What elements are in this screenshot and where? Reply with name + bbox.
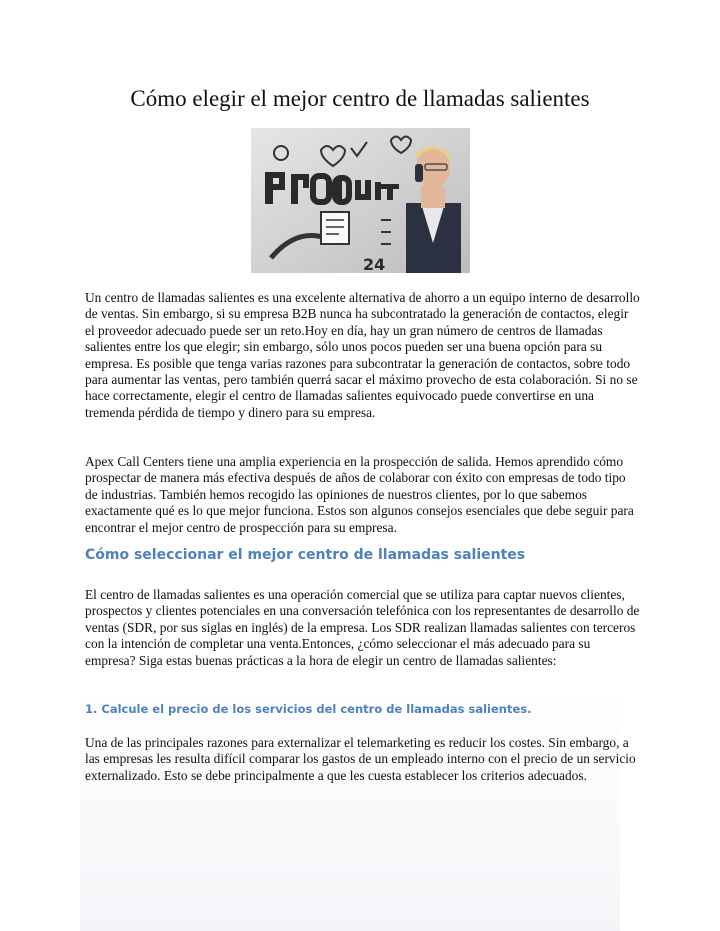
experience-paragraph: Apex Call Centers tiene una amplia experiencia en la prospección de salida. Hemos aprendido cómo prospectar de manera más efectiva después de años de colaborar con éxito con empresas de todo tipo de industrias. También hemos recogido las opiniones de nuestros clientes, por lo que sabemos exactamente qué es lo que mejor funciona. Estos son algunos consejos esenciales que debe seguir para encontrar el mejor centro de prospección para su empresa. — [85, 454, 634, 535]
section-heading: Cómo seleccionar el mejor centro de llamadas salientes — [85, 547, 526, 563]
page-title: Cómo elegir el mejor centro de llamadas salientes — [130, 86, 590, 111]
page-shade — [80, 690, 620, 931]
intro-paragraph: Un centro de llamadas salientes es una excelente alternativa de ahorro a un equipo interno de desarrollo de ventas. Sin embargo, si su empresa B2B nunca ha subcontratado la generación de contactos, elegir el proveedor adecuado puede ser un reto.Hoy en día, hay un gran número de centros de llamadas salientes entre los que elegir; sin embargo, sólo unos pocos pueden ser una buena opción para su empresa. Es posible que tenga varias razones para subcontratar la generación de contactos, sobre todo para aumentar las ventas, pero también querrá sacar el máximo provecho de esta colaboración. Si no se hace correctamente, elegir el centro de llamadas salientes equivocado puede convertirse en una tremenda pérdida de tiempo y dinero para su empresa. — [85, 290, 640, 420]
hero-image — [251, 128, 470, 273]
hero-corner-text: 24 — [363, 255, 386, 273]
definition-paragraph: El centro de llamadas salientes es una operación comercial que se utiliza para captar nuevos clientes, prospectos y clientes potenciales en una conversación telefónica con los representantes de desarrollo de ventas (SDR, por sus siglas en inglés) de la empresa. Los SDR realizan llamadas salientes con terceros con la intención de completar una venta.Entonces, ¿cómo seleccionar el más adecuado para su empresa? Siga estas buenas prácticas a la hora de elegir un centro de llamadas salientes: — [85, 587, 640, 668]
productivity-photo-icon — [251, 128, 470, 273]
step1-heading: 1. Calcule el precio de los servicios del centro de llamadas salientes. — [85, 702, 532, 716]
step1-paragraph: Una de las principales razones para externalizar el telemarketing es reducir los costes. Sin embargo, a las empresas les resulta difícil comparar los gastos de un empleado interno con el precio de un servicio externalizado. Esto se debe principalmente a que les cuesta establecer los criterios adecuados. — [85, 735, 636, 783]
